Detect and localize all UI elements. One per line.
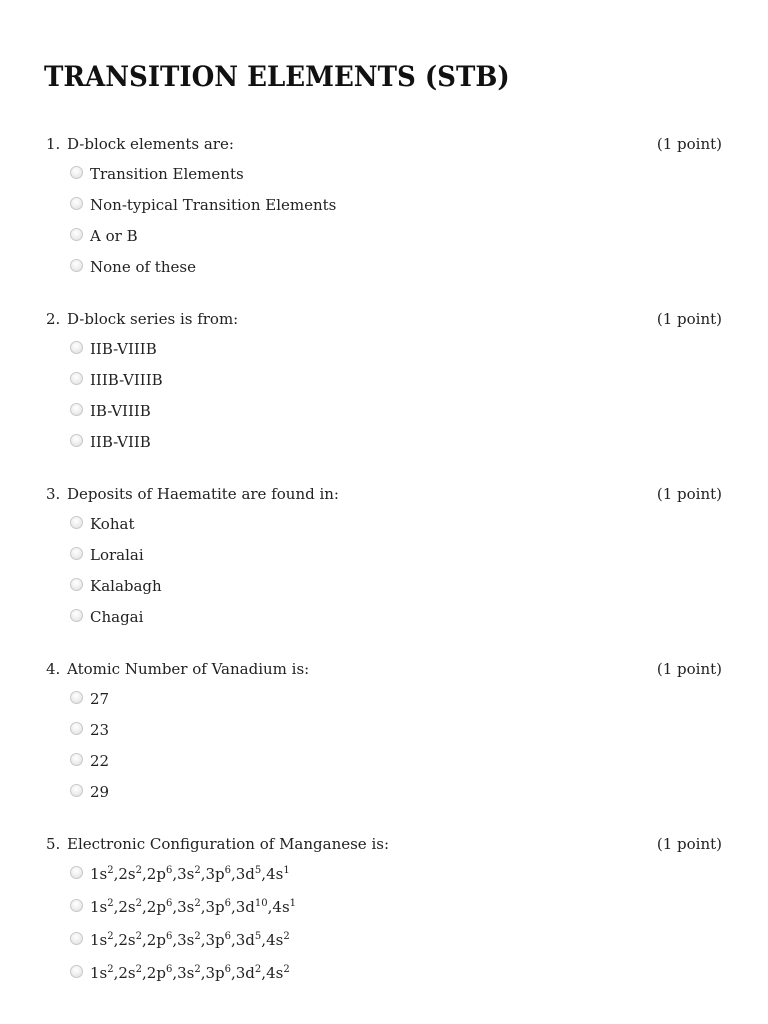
option[interactable] [44, 370, 724, 401]
option-label[interactable]: Kalabagh [90, 577, 162, 595]
option[interactable] [44, 782, 724, 813]
superscript: 2 [107, 865, 114, 876]
option[interactable] [44, 897, 724, 930]
question-number: 5. [46, 835, 61, 853]
superscript: 6 [224, 865, 231, 876]
question-2 [44, 309, 724, 463]
superscript: 2 [194, 931, 201, 942]
option-label[interactable]: IIIB-VIIIB [90, 371, 163, 389]
superscript: 2 [135, 898, 143, 909]
question-header [44, 309, 724, 329]
option-label[interactable]: 23 [90, 721, 110, 739]
superscript: 1 [289, 898, 297, 909]
option-list [44, 339, 724, 463]
page-title: TRANSITION ELEMENTS (STB) [44, 60, 510, 93]
question-text: Deposits of Haematite are found in: [67, 485, 339, 503]
radio-button[interactable] [70, 372, 83, 385]
superscript: 2 [107, 964, 114, 975]
question-text: D-block series is from: [67, 310, 239, 328]
superscript: 6 [165, 931, 173, 942]
superscript: 1 [283, 865, 290, 876]
option-label[interactable]: A or B [90, 227, 138, 245]
radio-button[interactable] [70, 516, 83, 529]
superscript: 6 [165, 865, 173, 876]
question-header [44, 134, 724, 154]
superscript: 6 [165, 898, 173, 909]
radio-button[interactable] [70, 166, 83, 179]
question-text: D-block elements are: [67, 135, 234, 153]
radio-button[interactable] [70, 722, 83, 735]
question-points: (1 point) [656, 660, 722, 678]
option-label[interactable]: None of these [90, 258, 196, 276]
option-label[interactable]: Non-typical Transition Elements [90, 196, 337, 214]
option-label[interactable]: Loralai [90, 546, 144, 564]
question-text: Atomic Number of Vanadium is: [67, 660, 310, 678]
question-number: 3. [46, 485, 61, 503]
option[interactable] [44, 226, 724, 257]
option-label[interactable]: 22 [90, 752, 110, 770]
superscript: 6 [224, 964, 231, 975]
superscript: 2 [107, 898, 114, 909]
radio-button[interactable] [70, 578, 83, 591]
option-list [44, 689, 724, 813]
option[interactable] [44, 545, 724, 576]
option[interactable] [44, 164, 724, 195]
question-1 [44, 134, 724, 288]
question-number: 1. [46, 135, 61, 153]
radio-button[interactable] [70, 197, 83, 210]
option-label[interactable]: IB-VIIIB [90, 402, 151, 420]
superscript: 2 [194, 898, 201, 909]
superscript: 2 [194, 964, 201, 975]
option[interactable] [44, 401, 724, 432]
superscript: 5 [254, 931, 262, 942]
question-list [44, 134, 724, 996]
radio-button[interactable] [70, 899, 83, 912]
radio-button[interactable] [70, 403, 83, 416]
option-label[interactable]: Chagai [90, 608, 144, 626]
option-label[interactable]: Transition Elements [90, 165, 244, 183]
superscript: 5 [254, 865, 262, 876]
option-label[interactable]: 27 [90, 690, 110, 708]
radio-button[interactable] [70, 228, 83, 241]
question-number: 2. [46, 310, 61, 328]
radio-button[interactable] [70, 547, 83, 560]
option[interactable] [44, 607, 724, 638]
question-points: (1 point) [656, 310, 722, 328]
superscript: 10 [254, 898, 268, 909]
question-header [44, 484, 724, 504]
option[interactable] [44, 576, 724, 607]
superscript: 2 [135, 931, 143, 942]
question-number: 4. [46, 660, 61, 678]
superscript: 6 [224, 931, 231, 942]
option[interactable] [44, 339, 724, 370]
superscript: 6 [224, 898, 231, 909]
question-text: Electronic Configuration of Manganese is: [67, 835, 390, 853]
radio-button[interactable] [70, 341, 83, 354]
superscript: 2 [194, 865, 201, 876]
option-label[interactable]: IIB-VIIIB [90, 340, 157, 358]
radio-button[interactable] [70, 259, 83, 272]
question-header [44, 834, 724, 854]
option-label[interactable]: Kohat [90, 515, 135, 533]
option[interactable] [44, 864, 724, 897]
question-points: (1 point) [656, 835, 722, 853]
question-4 [44, 659, 724, 813]
superscript: 6 [165, 964, 173, 975]
option[interactable] [44, 751, 724, 782]
radio-button[interactable] [70, 965, 83, 978]
radio-button[interactable] [70, 784, 83, 797]
radio-button[interactable] [70, 691, 83, 704]
option-list [44, 164, 724, 288]
option-label[interactable]: IIB-VIIB [90, 433, 151, 451]
option[interactable] [44, 195, 724, 226]
option-label[interactable]: $1s^2,2s^2,2p^6,3s^2,3p^6,3d^{10},4s^1$ [90, 898, 297, 916]
superscript: 2 [135, 865, 143, 876]
question-5 [44, 834, 724, 996]
option-label[interactable]: $1s^2,2s^2,2p^6,3s^2,3p^6,3d^2,4s^2$ [90, 964, 290, 982]
option[interactable] [44, 514, 724, 545]
superscript: 2 [283, 931, 290, 942]
question-points: (1 point) [656, 485, 722, 503]
superscript: 2 [107, 931, 114, 942]
option-list [44, 864, 724, 996]
option[interactable] [44, 963, 724, 996]
option-label[interactable]: 29 [90, 783, 110, 801]
question-header [44, 659, 724, 679]
question-points: (1 point) [656, 135, 722, 153]
quiz-page [44, 60, 724, 1017]
option[interactable] [44, 257, 724, 288]
radio-button[interactable] [70, 434, 83, 447]
superscript: 2 [135, 964, 143, 975]
option[interactable] [44, 720, 724, 751]
radio-button[interactable] [70, 609, 83, 622]
superscript: 2 [254, 964, 262, 975]
radio-button[interactable] [70, 866, 83, 879]
superscript: 2 [283, 964, 290, 975]
option[interactable] [44, 689, 724, 720]
option[interactable] [44, 432, 724, 463]
option-label[interactable]: $1s^2,2s^2,2p^6,3s^2,3p^6,3d^5,4s^2$ [90, 931, 290, 949]
option[interactable] [44, 930, 724, 963]
radio-button[interactable] [70, 753, 83, 766]
question-3 [44, 484, 724, 638]
option-label[interactable]: $1s^2,2s^2,2p^6,3s^2,3p^6,3d^5,4s^1$ [90, 865, 290, 883]
option-list [44, 514, 724, 638]
radio-button[interactable] [70, 932, 83, 945]
